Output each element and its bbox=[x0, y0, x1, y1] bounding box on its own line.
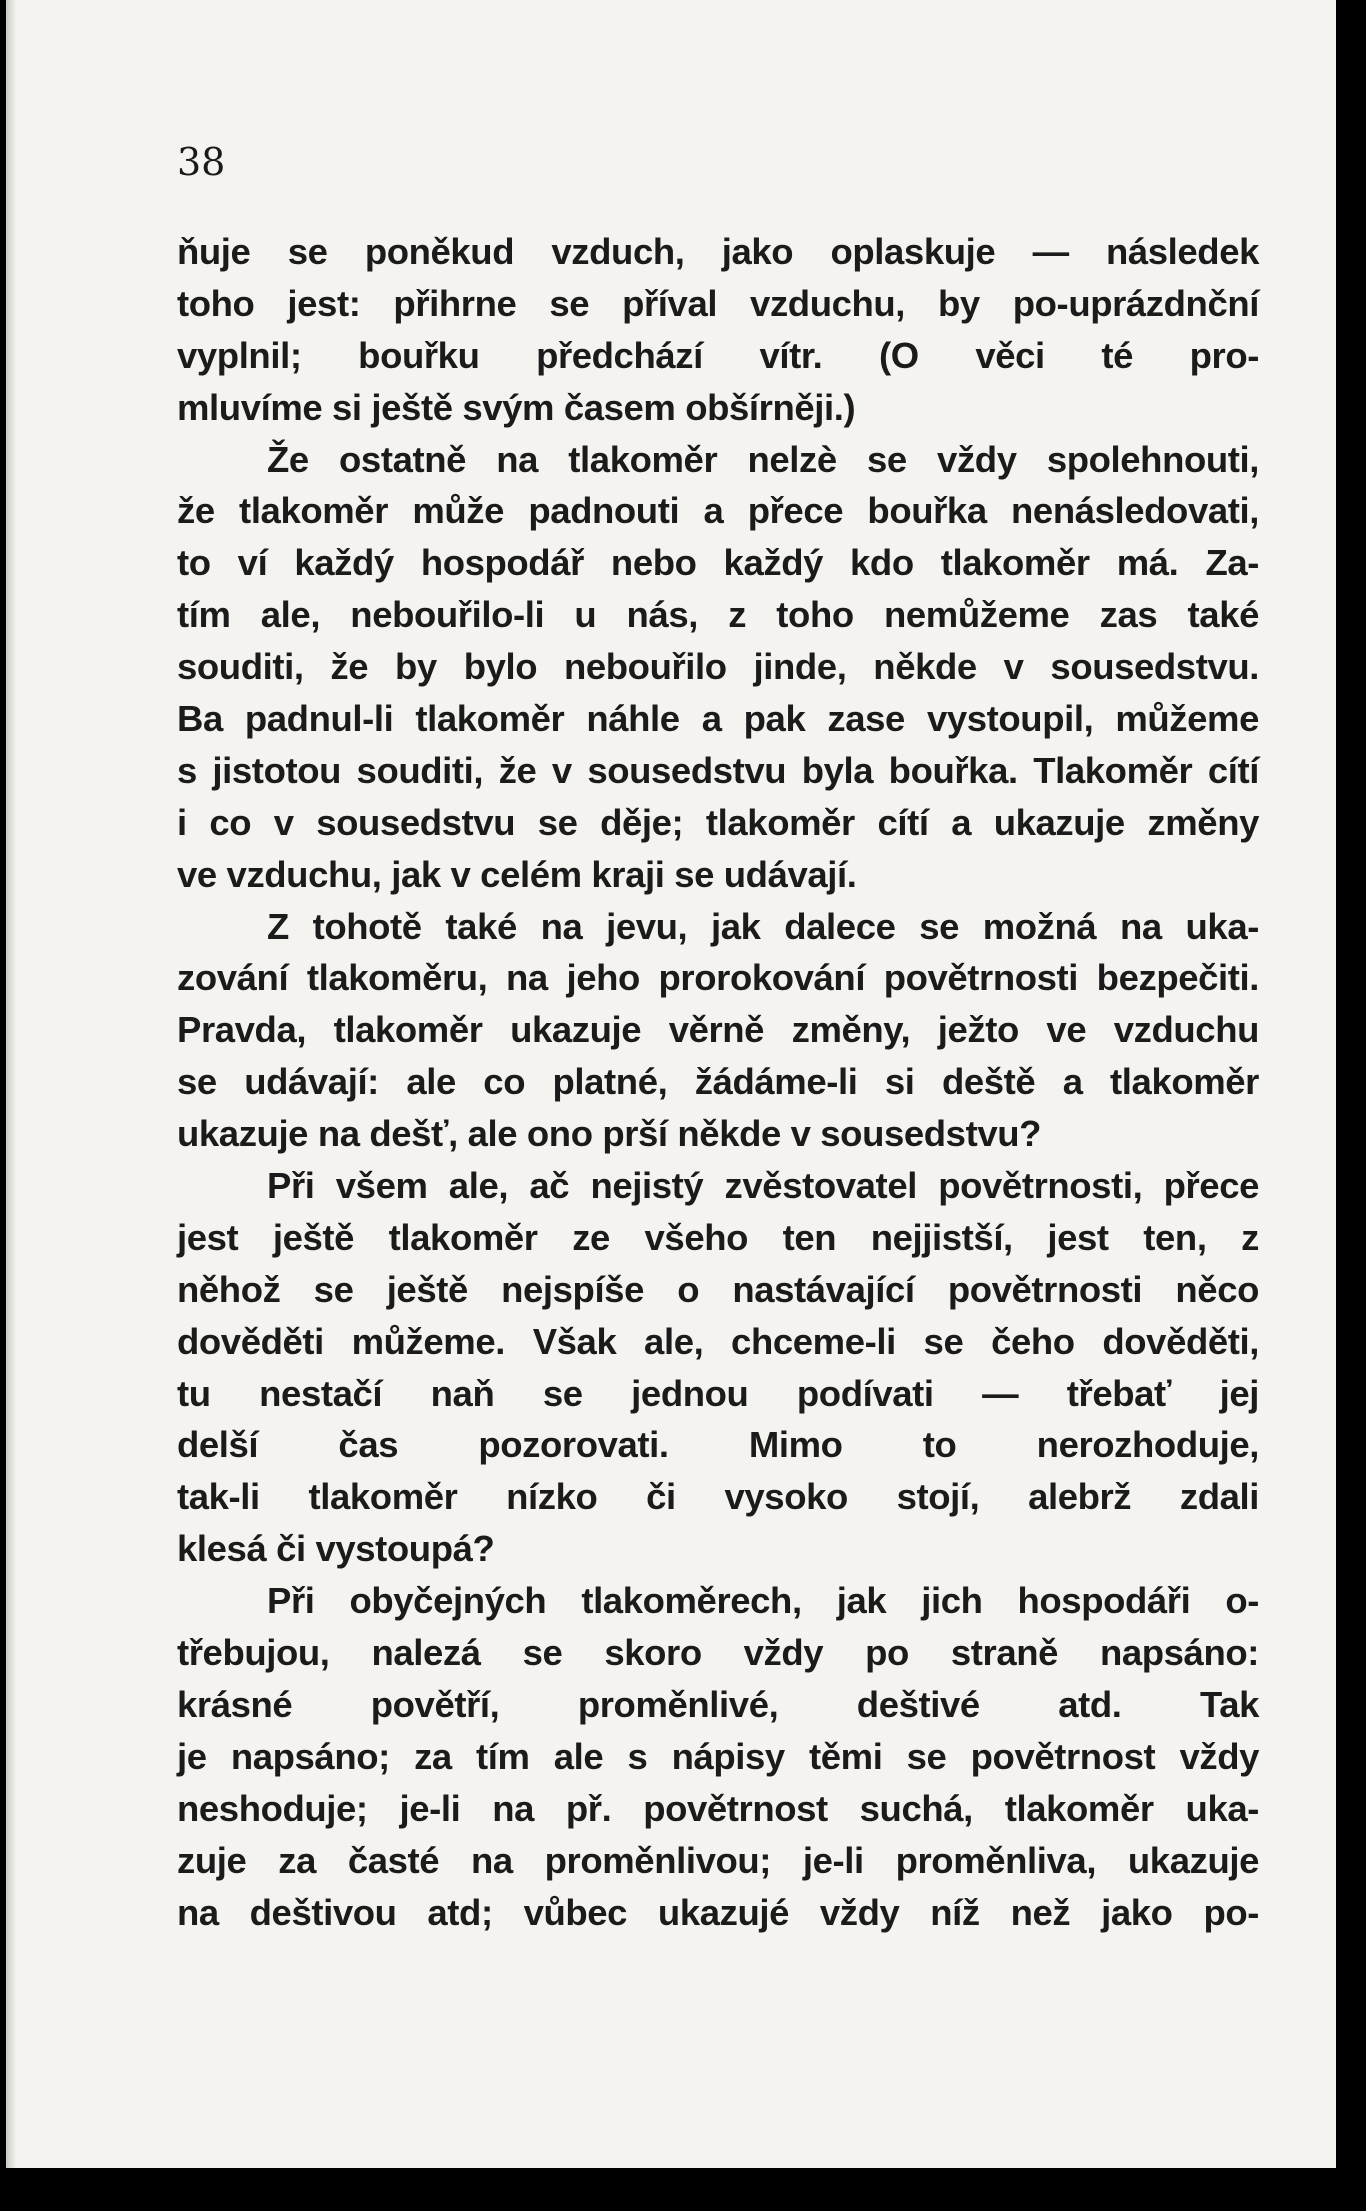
text-line: tak-li tlakoměr nízko či vysoko stojí, alebrž zdali bbox=[177, 1476, 1259, 1518]
text-line: toho jest: přihrne se příval vzduchu, by po-uprázdnční bbox=[177, 282, 1259, 324]
page-edge-shadow bbox=[6, 0, 16, 2168]
text-line: krásné povětří, proměnlivé, deštivé atd. Tak bbox=[177, 1683, 1259, 1725]
text-line: jest ještě tlakoměr ze všeho ten nejjistší, jest ten, z bbox=[177, 1216, 1259, 1258]
text-line: se udávají: ale co platné, žádáme-li si deště a tlakoměr bbox=[177, 1061, 1259, 1103]
paragraph-first-line: Při všem ale, ač nejistý zvěstovatel povětrnosti, přece bbox=[267, 1165, 1259, 1207]
text-line: je napsáno; za tím ale s nápisy těmi se povětrnost vždy bbox=[177, 1735, 1259, 1777]
page-body-text bbox=[177, 226, 1259, 1938]
book-page bbox=[6, 0, 1336, 2168]
text-line: tím ale, nebouřilo-li u nás, z toho nemůžeme zas také bbox=[177, 594, 1259, 636]
text-line: neshoduje; je-li na př. povětrnost suchá, tlakoměr uka- bbox=[177, 1787, 1259, 1829]
text-line: to ví každý hospodář nebo každý kdo tlakoměr má. Za- bbox=[177, 542, 1259, 584]
text-line: delší čas pozorovati. Mimo to nerozhoduje, bbox=[177, 1424, 1259, 1466]
text-line: na deštivou atd; vůbec ukazujé vždy níž než jako po- bbox=[177, 1891, 1259, 1933]
text-line: ve vzduchu, jak v celém kraji se udávají. bbox=[177, 853, 857, 895]
text-line: ňuje se poněkud vzduch, jako oplaskuje — následek bbox=[177, 231, 1259, 272]
paragraph-first-line: Že ostatně na tlakoměr nelzè se vždy spolehnouti, bbox=[267, 438, 1259, 480]
text-line: dověděti můžeme. Však ale, chceme-li se čeho dověděti, bbox=[177, 1320, 1259, 1362]
text-line: souditi, že by bylo nebouřilo jinde, někde v sousedstvu. bbox=[177, 646, 1259, 688]
text-line: mluvíme si ještě svým časem obšírněji.) bbox=[177, 386, 856, 428]
page-number: 38 bbox=[177, 140, 226, 184]
text-line: Ba padnul-li tlakoměr náhle a pak zase vystoupil, můžeme bbox=[177, 698, 1259, 740]
text-line: ukazuje na dešť, ale ono prší někde v sousedstvu? bbox=[177, 1113, 1042, 1155]
text-line: zuje za časté na proměnlivou; je-li proměnliva, ukazuje bbox=[177, 1839, 1259, 1881]
text-line: i co v sousedstvu se děje; tlakoměr cítí a ukazuje změny bbox=[177, 801, 1259, 843]
text-line: Pravda, tlakoměr ukazuje věrně změny, ježto ve vzduchu bbox=[177, 1009, 1259, 1051]
text-line: třebujou, nalezá se skoro vždy po straně napsáno: bbox=[177, 1632, 1259, 1674]
text-line: vyplnil; bouřku předchází vítr. (O věci té pro- bbox=[177, 334, 1259, 376]
text-line: že tlakoměr může padnouti a přece bouřka nenásledovati, bbox=[177, 490, 1259, 532]
text-line: tu nestačí naň se jednou podívati — třebať jej bbox=[177, 1372, 1259, 1414]
text-line: klesá či vystoupá? bbox=[177, 1528, 495, 1570]
text-line: zování tlakoměru, na jeho prorokování povětrnosti bezpečiti. bbox=[177, 957, 1259, 999]
paragraph-first-line: Z tohotě také na jevu, jak dalece se možná na uka- bbox=[267, 905, 1259, 947]
paragraph-first-line: Při obyčejných tlakoměrech, jak jich hospodáři o- bbox=[267, 1580, 1259, 1622]
text-line: něhož se ještě nejspíše o nastávající povětrnosti něco bbox=[177, 1268, 1259, 1310]
text-line: s jistotou souditi, že v sousedstvu byla bouřka. Tlakoměr cítí bbox=[177, 749, 1259, 791]
